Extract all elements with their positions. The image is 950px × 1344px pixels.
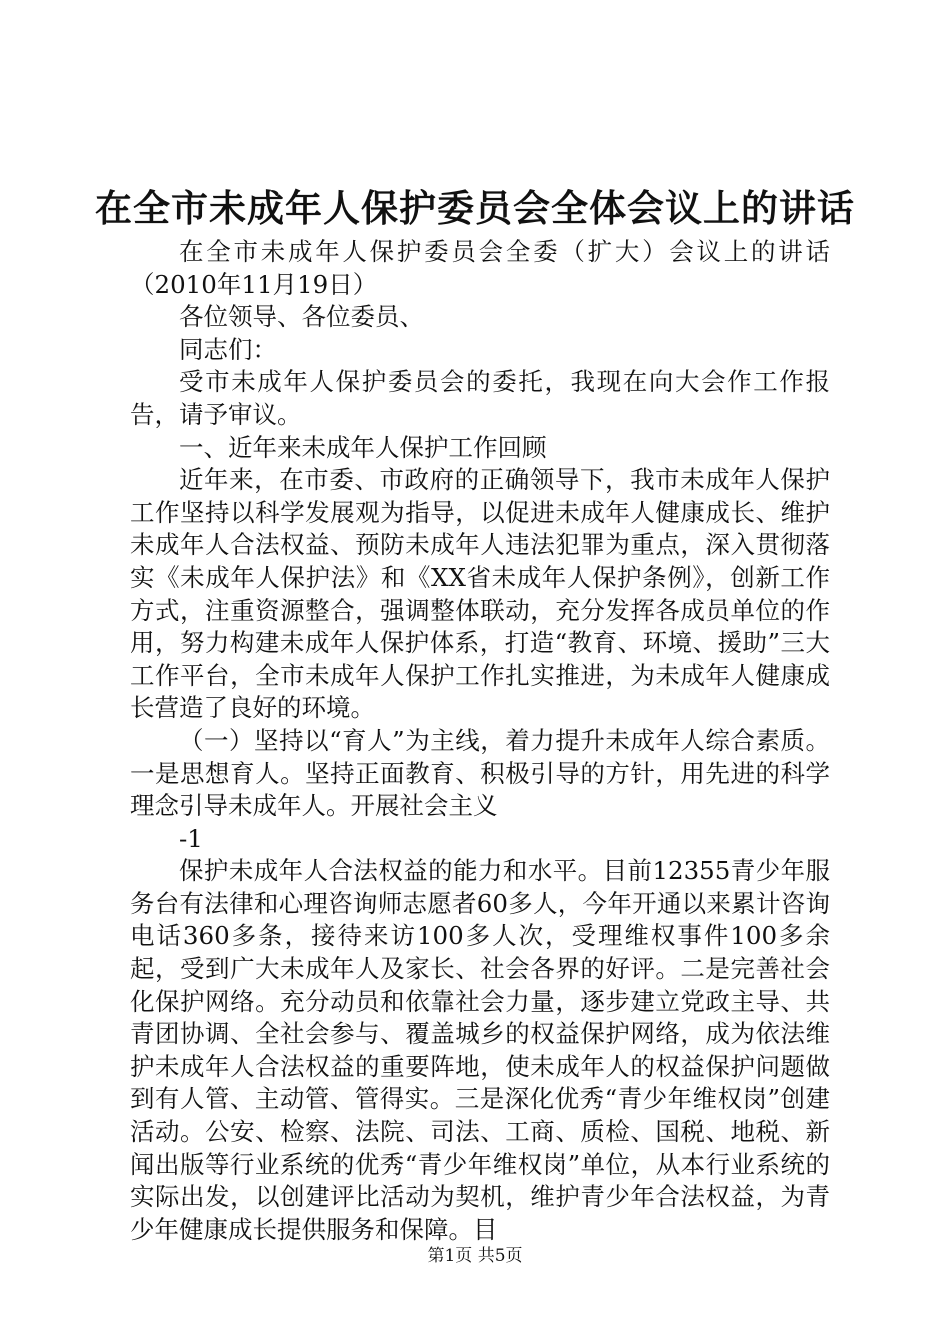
- body-paragraph: 保护未成年人合法权益的能力和水平。目前12355青少年服务台有法律和心理咨询师志愿者60多人，今年开通以来累计咨询电话360多条，接待来访100多人次，受理维权事件100多余起，受到广大未成年人及家长、社会各界的好评。二是完善社会化保护网络。充分动员和依靠社会力量，逐步建立党政主导、共青团协调、全社会参与、覆盖城乡的权益保护网络，成为依法维护未成年人合法权益的重要阵地，使未成年人的权益保护问题做到有人管、主动管、管得实。三是深化优秀“青少年维权岗”创建活动。公安、检察、法院、司法、工商、质检、国税、地税、新闻出版等行业系统的优秀“青少年维权岗”单位，从本行业系统的实际出发，以创建评比活动为契机，维护青少年合法权益，为青少年健康成长提供服务和保障。目: [130, 856, 830, 1244]
- document-body: [130, 236, 830, 1246]
- body-paragraph: （一）坚持以“育人”为主线，着力提升未成年人综合素质。一是思想育人。坚持正面教育、积极引导的方针，用先进的科学理念引导未成年人。开展社会主义: [130, 725, 830, 821]
- page-footer: 第1页 共5页: [427, 1246, 523, 1266]
- body-paragraph: 近年来，在市委、市政府的正确领导下，我市未成年人保护工作坚持以科学发展观为指导，以促进未成年人健康成长、维护未成年人合法权益、预防未成年人违法犯罪为重点，深入贯彻落实《未成年人保护法》和《XX省未成年人保护条例》，创新工作方式，注重资源整合，强调整体联动，充分发挥各成员单位的作用，努力构建未成年人保护体系，打造“教育、环境、援助”三大工作平台，全市未成年人保护工作扎实推进，为未成年人健康成长营造了良好的环境。: [130, 465, 830, 723]
- salutation-line: 各位领导、各位委员、: [179, 302, 424, 332]
- document-title: 在全市未成年人保护委员会全体会议上的讲话: [95, 186, 855, 230]
- section-heading: 一、近年来未成年人保护工作回顾: [179, 432, 547, 462]
- body-paragraph: 受市未成年人保护委员会的委托，我现在向大会作工作报告，请予审议。: [130, 367, 830, 429]
- salutation-line: 同志们：: [179, 334, 277, 364]
- subtitle-paragraph: 在全市未成年人保护委员会全委（扩大）会议上的讲话（2010年11月19日）: [130, 237, 830, 299]
- page-marker: -1: [179, 823, 203, 853]
